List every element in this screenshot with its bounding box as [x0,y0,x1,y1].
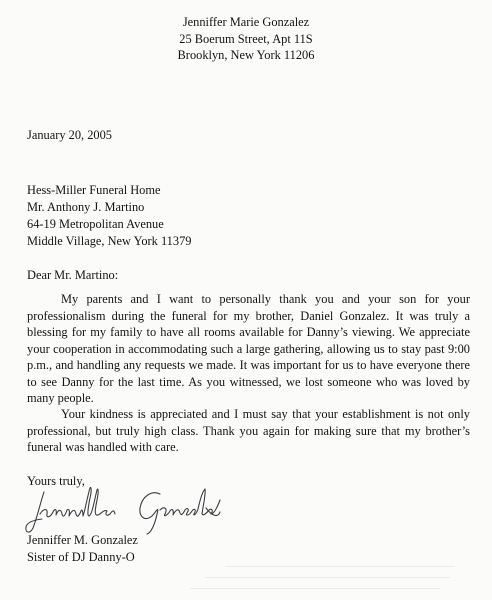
signer-name: Jenniffer M. Gonzalez [27,533,138,547]
recipient-city: Middle Village, New York 11379 [27,234,192,248]
faint-bleed-through-line [225,566,455,567]
signer-title: Sister of DJ Danny-O [27,550,135,564]
recipient-name: Mr. Anthony J. Martino [27,200,145,214]
sender-address-block [0,14,492,64]
body-paragraph-1-text: My parents and I want to personally thank you and your son for your professionalism during the funeral for my brother, Daniel Gonzalez. It was truly a blessing for my family to have all rooms available for Danny’s viewing. We appreciate your cooperation in accommodating such a large gathering, allowing us to stay past 9:00 p.m., and handling any requests we made. It was important for us to have everyone there to see Danny for the last time. As you witnessed, we lost someone who was loved by many people. [27,292,470,405]
handwritten-signature [22,478,222,536]
body-paragraph-2-text: Your kindness is appreciated and I must say that your establishment is not only professional, but truly high class. Thank you again for making sure that my brother’s funeral was handled with care. [27,407,470,454]
sender-street: 25 Boerum Street, Apt 11S [179,31,313,46]
faint-bleed-through-line [190,588,440,589]
body-paragraph-1 [27,291,470,407]
salutation: Dear Mr. Martino: [27,268,119,282]
sender-city: Brooklyn, New York 11206 [177,48,315,62]
recipient-street: 64-19 Metropolitan Avenue [27,217,164,231]
sender-name: Jenniffer Marie Gonzalez [182,15,310,29]
faint-bleed-through-line [205,577,450,578]
recipient-org: Hess-Miller Funeral Home [27,183,161,197]
signer-block [27,532,138,566]
closing: Yours truly, [27,474,85,488]
body-paragraph-2 [27,406,470,456]
letter-date: January 20, 2005 [27,128,112,142]
recipient-address-block [27,182,191,250]
